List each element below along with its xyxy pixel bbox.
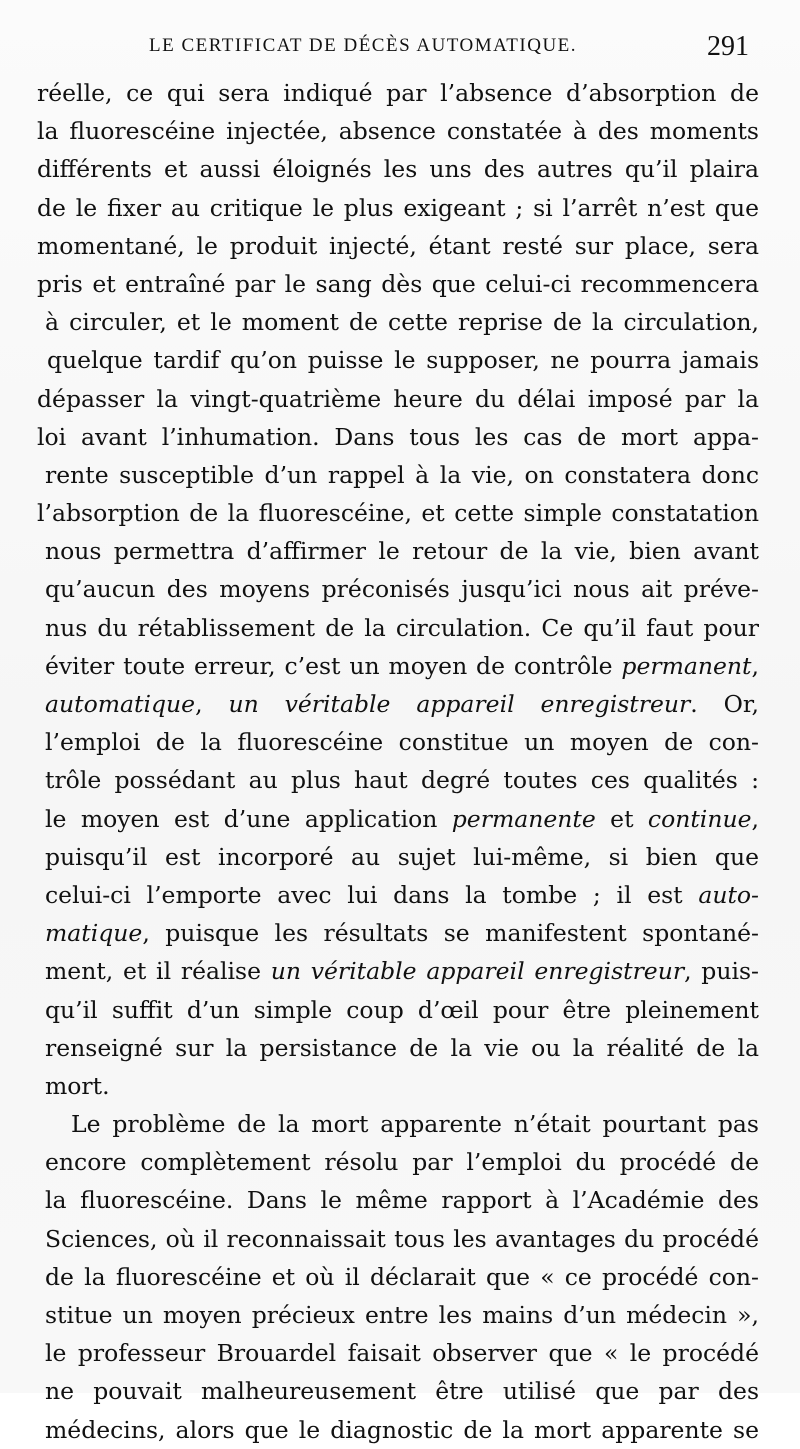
text-run: le moyen est d’une application bbox=[45, 804, 452, 833]
italic-run: matique bbox=[45, 919, 143, 948]
text-run: et bbox=[595, 804, 648, 833]
text-line: momentané, le produit injecté, étant resté sur place, sera bbox=[37, 231, 759, 260]
text-line: la fluorescéine. Dans le même rapport à l’Académie des bbox=[45, 1186, 759, 1215]
text-line: qu’aucun des moyens préconisés jusqu’ici nous ait préve- bbox=[45, 575, 759, 604]
text-line: ne pouvait malheureusement être utilisé que par des bbox=[45, 1377, 759, 1406]
text-line: loi avant l’inhumation. Dans tous les cas de mort appa- bbox=[37, 422, 759, 451]
italic-run: automatique bbox=[45, 690, 196, 718]
text-line: différents et aussi éloignés les uns des autres qu’il plaira bbox=[37, 155, 759, 184]
text-line: puisqu’il est incorporé au sujet lui-même, si bien que bbox=[45, 842, 759, 871]
text-line bbox=[37, 800, 759, 838]
text-line: de le fixer au critique le plus exigeant ; si l’arrêt n’est que bbox=[37, 193, 759, 222]
text-line: qu’il suffit d’un simple coup d’œil pour être pleinement bbox=[45, 995, 759, 1024]
text-line bbox=[37, 952, 759, 990]
text-run: éviter toute erreur, c’est un moyen de contrôle bbox=[45, 651, 622, 680]
text-line: pris et entraîné par le sang dès que celui-ci recommencera bbox=[37, 269, 759, 298]
text-line: renseigné sur la persistance de la vie ou la réalité de la bbox=[45, 1033, 759, 1062]
text-line bbox=[37, 876, 759, 914]
running-head bbox=[149, 31, 749, 61]
text-line: rente susceptible d’un rappel à la vie, on constatera donc bbox=[45, 460, 759, 489]
text-line: nus du rétablissement de la circulation. Ce qu’il faut pour bbox=[45, 613, 759, 642]
text-line: de la fluorescéine et où il déclarait que « ce procédé con- bbox=[45, 1262, 759, 1291]
text-run: celui-ci l’emporte avec lui dans la tombe ; il est bbox=[45, 880, 699, 909]
text-line: dépasser la vingt-quatrième heure du délai imposé par la bbox=[37, 384, 759, 413]
italic-run: permanent bbox=[621, 651, 752, 680]
text-run: . Or, bbox=[690, 690, 759, 718]
text-line: médecins, alors que le diagnostic de la mort apparente se bbox=[45, 1415, 759, 1444]
running-title: LE CERTIFICAT DE DÉCÈS AUTOMATIQUE. bbox=[149, 35, 578, 56]
text-run: , puis- bbox=[684, 957, 759, 986]
text-line: encore complètement résolu par l’emploi du procédé de bbox=[45, 1148, 759, 1177]
text-line bbox=[37, 685, 759, 723]
italic-run: continue bbox=[647, 804, 752, 833]
text-run: , bbox=[195, 690, 229, 718]
text-run: , bbox=[751, 804, 759, 833]
text-line: réelle, ce qui sera indiqué par l’absence d’absorption de bbox=[37, 79, 759, 107]
text-line: la fluorescéine injectée, absence constatée à des moments bbox=[37, 117, 759, 146]
text-line: quelque tardif qu’on puisse le supposer, ne pourra jamais bbox=[47, 346, 759, 375]
italic-run: permanente bbox=[451, 804, 596, 833]
text-line: l’emploi de la fluorescéine constitue un moyen de con- bbox=[45, 728, 759, 757]
text-line: mort. bbox=[45, 1071, 110, 1100]
text-line: Le problème de la mort apparente n’était pourtant pas bbox=[71, 1110, 759, 1139]
text-run: , bbox=[751, 651, 759, 680]
text-line: trôle possédant au plus haut degré toutes ces qualités : bbox=[45, 766, 759, 795]
italic-run: auto- bbox=[698, 880, 759, 909]
page-number: 291 bbox=[707, 31, 749, 62]
text-line: le professeur Brouardel faisait observer que « le procédé bbox=[45, 1339, 759, 1368]
italic-run: un véritable appareil enregistreur bbox=[270, 957, 685, 986]
text-line: nous permettra d’affirmer le retour de la vie, bien avant bbox=[45, 537, 759, 566]
text-line: à circuler, et le moment de cette reprise de la circulation, bbox=[45, 308, 759, 337]
text-line: Sciences, où il reconnaissait tous les avantages du procédé bbox=[45, 1224, 759, 1253]
text-line bbox=[37, 647, 759, 685]
text-line: l’absorption de la fluorescéine, et cette simple constatation bbox=[37, 499, 759, 528]
text-run: , puisque les résultats se manifestent spontané- bbox=[142, 919, 759, 948]
text-line bbox=[37, 914, 759, 952]
text-line: stitue un moyen précieux entre les mains d’un médecin », bbox=[45, 1301, 759, 1329]
text-run: ment, et il réalise bbox=[45, 957, 271, 986]
italic-run: un véritable appareil enregistreur bbox=[228, 690, 691, 718]
body-text bbox=[37, 74, 759, 1444]
